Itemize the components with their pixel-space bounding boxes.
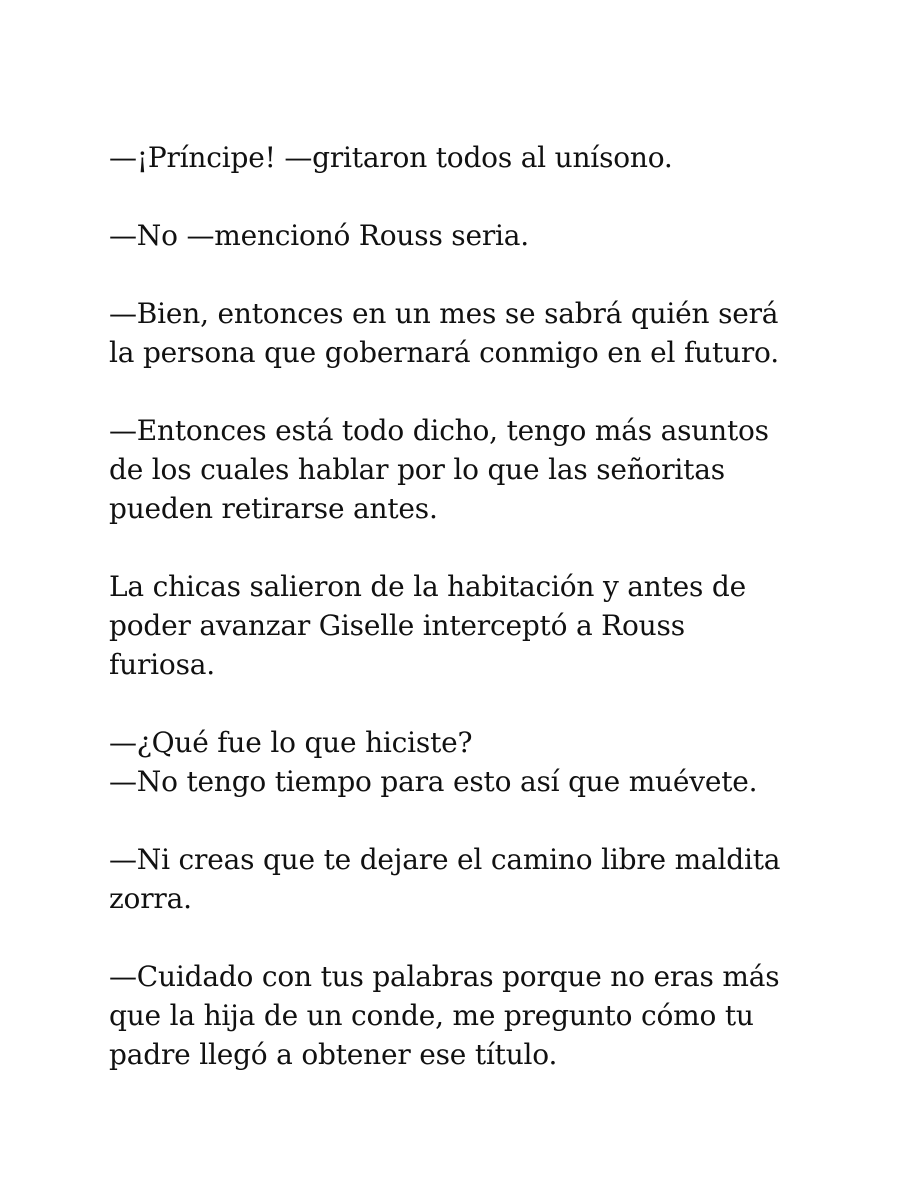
text-line: —No —mencionó Rouss seria. xyxy=(109,219,529,252)
text-line: zorra. xyxy=(109,882,192,915)
text-line: —Bien, entonces en un mes se sabrá quién será xyxy=(109,297,779,330)
text-line: la persona que gobernará conmigo en el futuro. xyxy=(109,336,779,369)
paragraph-7 xyxy=(109,762,809,801)
text-line: que la hija de un conde, me pregunto cómo tu xyxy=(109,999,754,1032)
text-line: furiosa. xyxy=(109,648,215,681)
paragraph-8 xyxy=(109,840,809,918)
paragraph-1 xyxy=(109,138,809,177)
paragraph-6 xyxy=(109,723,809,762)
paragraph-5 xyxy=(109,567,809,684)
text-line: —No tengo tiempo para esto así que muévete. xyxy=(109,765,758,798)
text-line: —Entonces está todo dicho, tengo más asuntos xyxy=(109,414,769,447)
text-line: de los cuales hablar por lo que las señoritas xyxy=(109,453,725,486)
text-line: poder avanzar Giselle interceptó a Rouss xyxy=(109,609,685,642)
text-line: —¡Príncipe! —gritaron todos al unísono. xyxy=(109,141,673,174)
text-line: —Ni creas que te dejare el camino libre maldita xyxy=(109,843,781,876)
text-line: pueden retirarse antes. xyxy=(109,492,438,525)
text-line: padre llegó a obtener ese título. xyxy=(109,1038,558,1071)
text-line: La chicas salieron de la habitación y antes de xyxy=(109,570,746,603)
story-text xyxy=(109,138,809,1113)
paragraph-9 xyxy=(109,957,809,1074)
text-line: —Cuidado con tus palabras porque no eras más xyxy=(109,960,780,993)
paragraph-3 xyxy=(109,294,809,372)
paragraph-2 xyxy=(109,216,809,255)
text-line: —¿Qué fue lo que hiciste? xyxy=(109,726,473,759)
paragraph-4 xyxy=(109,411,809,528)
